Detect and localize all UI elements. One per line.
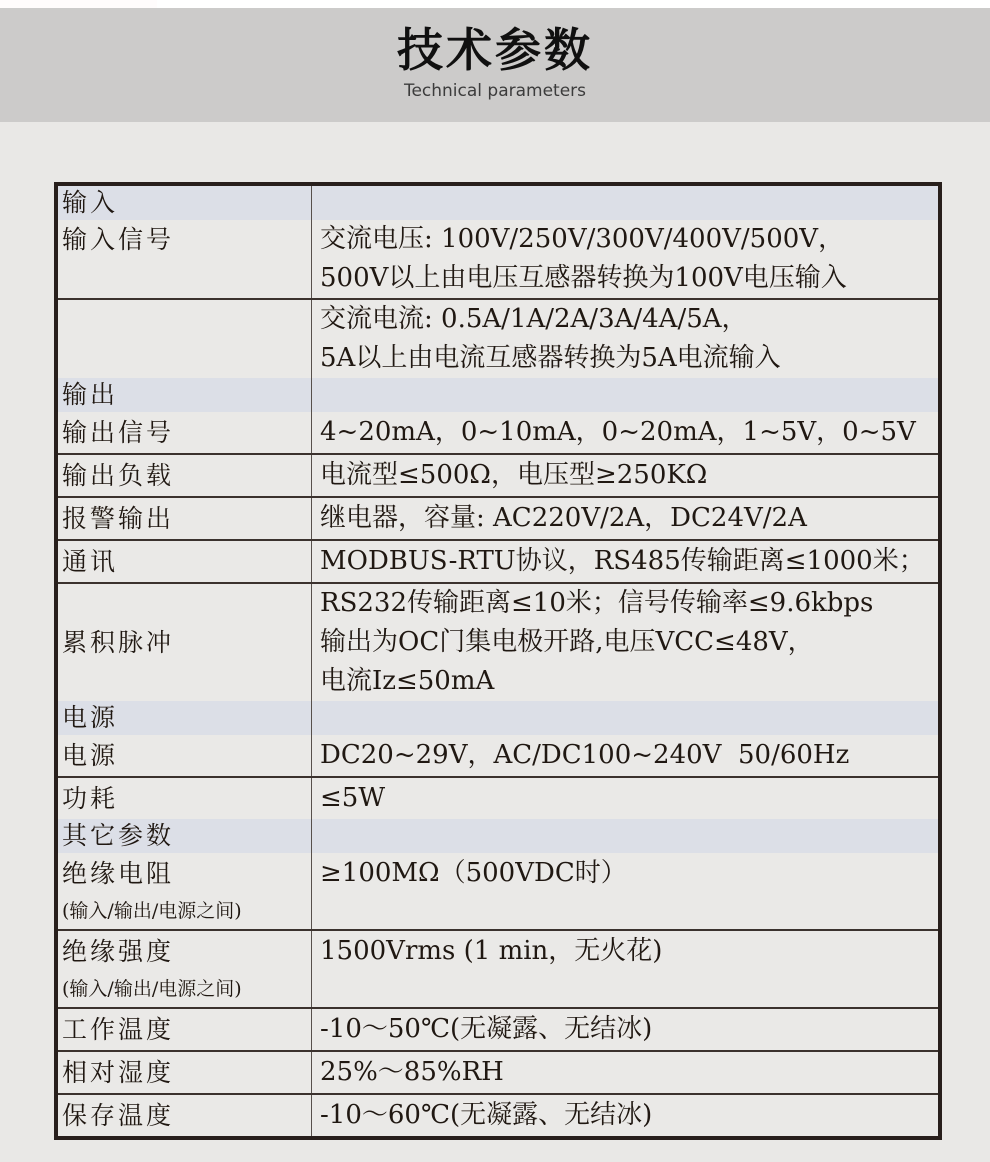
row-label: 电源 — [62, 703, 119, 732]
row-value-cell — [311, 1052, 938, 1093]
row-label: 输入信号 — [62, 225, 175, 254]
row-value-line: 500V以上由电压互感器转换为100V电压输入 — [320, 263, 847, 293]
row-value-cell — [311, 300, 938, 378]
row-label: 报警输出 — [62, 504, 175, 533]
row-value-cell — [311, 220, 938, 298]
table-row — [58, 298, 938, 378]
row-value-line: 电流型≤500Ω，电压型≥250KΩ — [320, 460, 708, 490]
row-value-line: MODBUS-RTU协议，RS485传输距离≤1000米； — [320, 546, 925, 576]
row-label-cell — [58, 1052, 311, 1093]
table-row — [58, 496, 938, 539]
row-label-cell — [58, 378, 311, 412]
section-row — [58, 701, 938, 735]
page-title: 技术参数 — [397, 23, 593, 77]
row-value-line: -10～60℃(无凝露、无结冰) — [320, 1100, 653, 1130]
row-value-cell — [311, 455, 938, 496]
row-value-line: ≥100MΩ（500VDC时） — [320, 858, 627, 888]
row-label: 输出负载 — [62, 461, 175, 490]
table-row — [58, 929, 938, 1007]
row-label-cell — [58, 819, 311, 853]
row-label: 绝缘强度 — [62, 937, 175, 966]
row-value-cell — [311, 1095, 938, 1136]
table-row — [58, 412, 938, 453]
row-label-cell — [58, 220, 311, 298]
table-row — [58, 582, 938, 701]
row-value-cell — [311, 819, 938, 853]
row-sublabel: (输入/输出/电源之间) — [62, 900, 242, 922]
row-label-cell — [58, 701, 311, 735]
row-value-line: 1500Vrms (1 min，无火花) — [320, 936, 663, 966]
row-label-cell — [58, 1095, 311, 1136]
row-label: 输入 — [62, 188, 119, 217]
row-label: 输出 — [62, 380, 119, 409]
row-label-cell — [58, 1009, 311, 1050]
table-row — [58, 853, 938, 929]
row-label: 绝缘电阻 — [62, 859, 175, 888]
table-row — [58, 735, 938, 776]
table-row — [58, 453, 938, 496]
row-label-cell — [58, 455, 311, 496]
row-value-cell — [311, 1009, 938, 1050]
row-label: 通讯 — [62, 547, 119, 576]
row-label: 功耗 — [62, 784, 119, 813]
row-value-line: 25%～85%RH — [320, 1057, 504, 1087]
row-value-cell — [311, 498, 938, 539]
row-value-line: 交流电压: 100V/250V/300V/400V/500V， — [320, 224, 845, 254]
row-value-cell — [311, 412, 938, 453]
row-label-cell — [58, 300, 311, 378]
section-row — [58, 819, 938, 853]
row-label: 累积脉冲 — [62, 628, 175, 657]
row-value-cell — [311, 584, 938, 701]
row-value-cell — [311, 701, 938, 735]
table-row — [58, 776, 938, 819]
row-label-cell — [58, 853, 311, 929]
row-value-line: ≤5W — [320, 783, 386, 813]
spec-table — [54, 182, 942, 1140]
row-value-line: 输出为OC门集电极开路,电压VCC≤48V， — [320, 627, 814, 657]
row-value-line: 交流电流: 0.5A/1A/2A/3A/4A/5A， — [320, 304, 748, 334]
row-value-line: -10～50℃(无凝露、无结冰) — [320, 1014, 653, 1044]
row-sublabel: (输入/输出/电源之间) — [62, 978, 242, 1000]
row-label-cell — [58, 778, 311, 819]
top-strip — [0, 0, 990, 8]
row-label: 输出信号 — [62, 418, 175, 447]
row-value-cell — [311, 931, 938, 1007]
row-label-cell — [58, 735, 311, 776]
row-label: 工作温度 — [62, 1015, 175, 1044]
row-value-line: 5A以上由电流互感器转换为5A电流输入 — [320, 343, 781, 373]
row-value-cell — [311, 186, 938, 220]
row-label: 保存温度 — [62, 1101, 175, 1130]
row-value-line: 电流Iz≤50mA — [320, 666, 495, 696]
row-value-cell — [311, 541, 938, 582]
row-label: 其它参数 — [62, 821, 175, 850]
row-label-cell — [58, 498, 311, 539]
header-band — [0, 8, 990, 122]
table-row — [58, 1093, 938, 1136]
row-value-cell — [311, 853, 938, 929]
section-row — [58, 378, 938, 412]
section-row — [58, 186, 938, 220]
row-value-line: 继电器，容量: AC220V/2A，DC24V/2A — [320, 503, 807, 533]
row-label-cell — [58, 931, 311, 1007]
top-strip-left-segment — [0, 0, 157, 8]
row-value-line: DC20~29V，AC/DC100~240V 50/60Hz — [320, 740, 850, 770]
row-label-cell — [58, 186, 311, 220]
row-label: 电源 — [62, 741, 119, 770]
row-value-line: RS232传输距离≤10米；信号传输率≤9.6kbps — [320, 588, 874, 618]
row-label-cell — [58, 412, 311, 453]
table-row — [58, 1050, 938, 1093]
table-row — [58, 1007, 938, 1050]
row-value-cell — [311, 378, 938, 412]
row-value-cell — [311, 778, 938, 819]
row-label-cell — [58, 541, 311, 582]
row-value-line: 4~20mA，0~10mA，0~20mA，1~5V，0~5V — [320, 417, 916, 447]
row-value-cell — [311, 735, 938, 776]
row-label: 相对湿度 — [62, 1058, 175, 1087]
page-subtitle: Technical parameters — [403, 81, 587, 101]
table-row — [58, 539, 938, 582]
row-label-cell — [58, 584, 311, 701]
table-row — [58, 220, 938, 298]
